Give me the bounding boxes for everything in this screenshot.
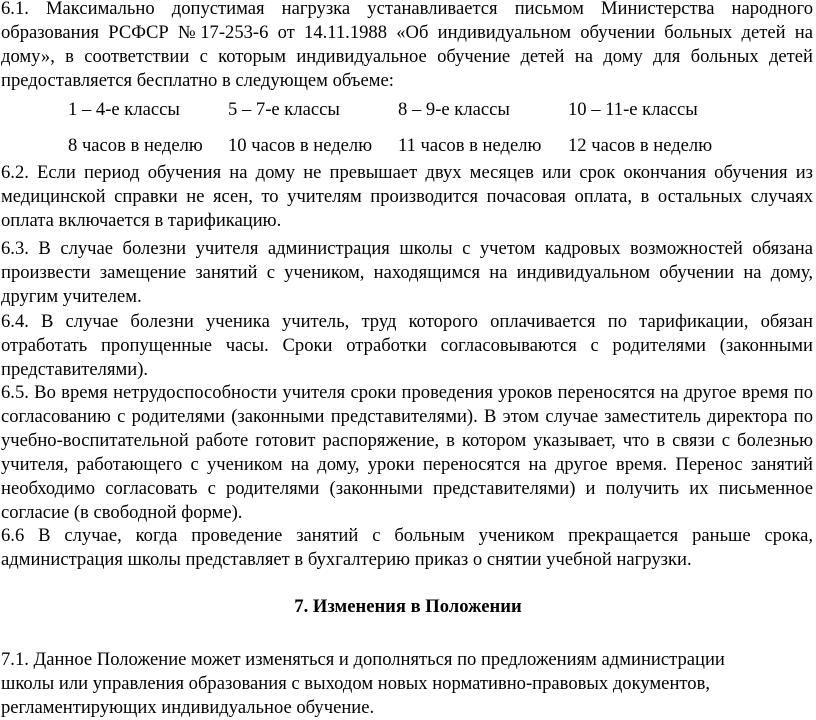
hours-cell: 10 часов в неделю: [228, 135, 373, 156]
grade-cell: 5 – 7-е классы: [228, 99, 340, 120]
hours-cell: 11 часов в неделю: [398, 135, 542, 156]
paragraph-6-2: 6.2. Если период обучения на дому не превышает двух месяцев или срок окончания обучения из медицинской справки не ясен, то учителям производится почасовая оплата, в остальных случаях оплата включается в тарификацию.: [1, 162, 813, 231]
paragraph-6-5: 6.5. Во время нетрудоспособности учителя сроки проведения уроков переносятся на другое время по согласованию с родителями (законными представителями). В этом случае заместитель директора по учебно-воспитательной работе готовит распоряжение, в котором указывает, что в связи с болезнью учителя, работающего с учеником на дому, уроки переносятся на другое время. Перенос занятий необходимо согласовать с родителями (законными представителями) и получить их письменное согласие (в свободной форме).: [1, 382, 813, 523]
grade-cell: 10 – 11-е классы: [568, 99, 698, 120]
paragraph-6-4: 6.4. В случае болезни ученика учитель, труд которого оплачивается по тарификации, обязан отработать пропущенные часы. Сроки отработки согласовываются с родителями (законными представителями).: [1, 311, 813, 380]
paragraph-6-6: 6.6 В случае, когда проведение занятий с больным учеником прекращается раньше срока, администрация школы представляет в бухгалтерию приказ о снятии учебной нагрузки.: [1, 525, 813, 570]
hours-cell: 12 часов в неделю: [568, 135, 713, 156]
grade-cell: 8 – 9-е классы: [398, 99, 510, 120]
hours-cell: 8 часов в неделю: [68, 135, 203, 156]
grade-cell: 1 – 4-е классы: [68, 99, 180, 120]
paragraph-6-1: 6.1. Максимально допустимая нагрузка устанавливается письмом Министерства народного образования РСФСР №17-253-6 от 14.11.1988 «Об индивидуальном обучении больных детей на дому», в соответствии с которым индивидуальное обучение детей на дому для больных детей предоставляется бесплатно в следующем объеме:: [1, 0, 813, 91]
paragraph-6-3: 6.3. В случае болезни учителя администрация школы с учетом кадровых возможностей обязана произвести замещение занятий с учеником, находящимся на индивидуальном обучении на дому, другим учителем.: [1, 238, 813, 307]
paragraph-7-1: 7.1. Данное Положение может изменяться и дополняться по предложениям администрации школы или управления образования с выходом новых нормативно-правовых документов, регламентирующих индивидуальное обучение.: [1, 649, 725, 718]
section-7-heading: 7. Изменения в Положении: [294, 596, 522, 617]
